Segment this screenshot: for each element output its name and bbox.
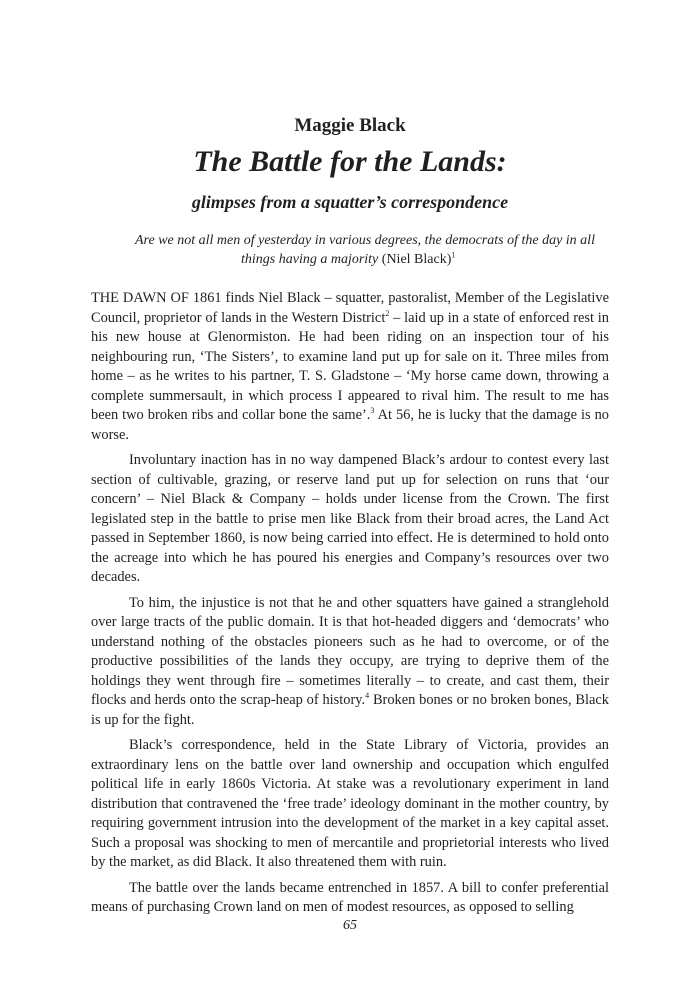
epigraph-attribution: (Niel Black) [381, 252, 452, 267]
chapter-title: The Battle for the Lands: [193, 145, 507, 178]
footnote-ref-4[interactable]: 4 [365, 691, 370, 701]
paragraph-1 [91, 289, 609, 445]
author-name: Maggie Black [294, 115, 406, 136]
paragraph-2: Involuntary inaction has in no way dampened Black’s ardour to contest every last section of cultivable, grazing, or reserve land put up for selection on runs that ‘our concern’ – Niel Black & Company – holds under license from the Crown. The first legislated step in the battle to prise men like Black from their broad acres, the Land Act passed in September 1860, is now being carried into effect. He is determined to hold onto the acreage into which he has poured his energies and Company’s resources over two decades. [91, 452, 609, 585]
paragraph-1-part-c: At 56, he is lucky that the damage is no worse. [91, 407, 609, 443]
epigraph-line-2 [135, 250, 605, 269]
epigraph-line-1: Are we not all men of yesterday in various degrees, the democrats of the day in all [135, 233, 595, 248]
paragraph-1-part-b: – laid up in a state of enforced rest in his new house at Glenormiston. He had been riding on an inspection tour of his neighbouring run, ‘The Sisters’, to examine land put up for sale on it. Three miles from home – as he writes to his partner, T. S. Gladstone – ‘My horse came down, throwing a complete summersault, in which process I appeared to rival him. The result to me has been two broken ribs and collar bone the same’. [91, 309, 609, 423]
paragraph-3-part-b: Broken bones or no broken bones, Black is up for the fight. [91, 692, 609, 728]
paragraph-3 [91, 594, 609, 731]
body-text [91, 289, 609, 924]
epigraph-line-2-text: things having a majority [241, 252, 379, 267]
footnote-ref-2[interactable]: 2 [385, 308, 390, 318]
epigraph [135, 231, 605, 269]
page-number: 65 [343, 918, 357, 933]
chapter-subtitle: glimpses from a squatter’s correspondence [191, 192, 509, 212]
footnote-ref-3[interactable]: 3 [370, 406, 375, 416]
paragraph-4: Black’s correspondence, held in the State Library of Victoria, provides an extraordinary lens on the battle over land ownership and occupation which engulfed political life in early 1860s Victoria. At stake was a revolutionary experiment in land distribution that contravened the ‘free trade’ ideology dominant in the mother country, by requiring government intrusion into the development of the market in a key capital asset. Such a proposal was shocking to men of mercantile and proprietorial interests who lived by the market, as did Black. It also threatened them with ruin. [91, 737, 609, 870]
paragraph-3-part-a: To him, the injustice is not that he and other squatters have gained a stranglehold over large tracts of the public domain. It is that hot-headed diggers and ‘democrats’ who understand nothing of the obstacles pioneers such as he had to overcome, or of the productive possibilities of the lands they occupy, are trying to deprive them of the holdings they went through fire – sometimes literally – to create, and cast them, their flocks and herds onto the scrap-heap of history. [91, 594, 609, 708]
paragraph-5: The battle over the lands became entrenched in 1857. A bill to confer preferential means of purchasing Crown land on men of modest resources, as opposed to selling [91, 879, 609, 915]
paragraph-1-part-a: THE DAWN OF 1861 finds Niel Black – squatter, pastoralist, Member of the Legislative Council, proprietor of lands in the Western District [91, 290, 609, 326]
footnote-ref-1[interactable]: 1 [451, 250, 456, 260]
